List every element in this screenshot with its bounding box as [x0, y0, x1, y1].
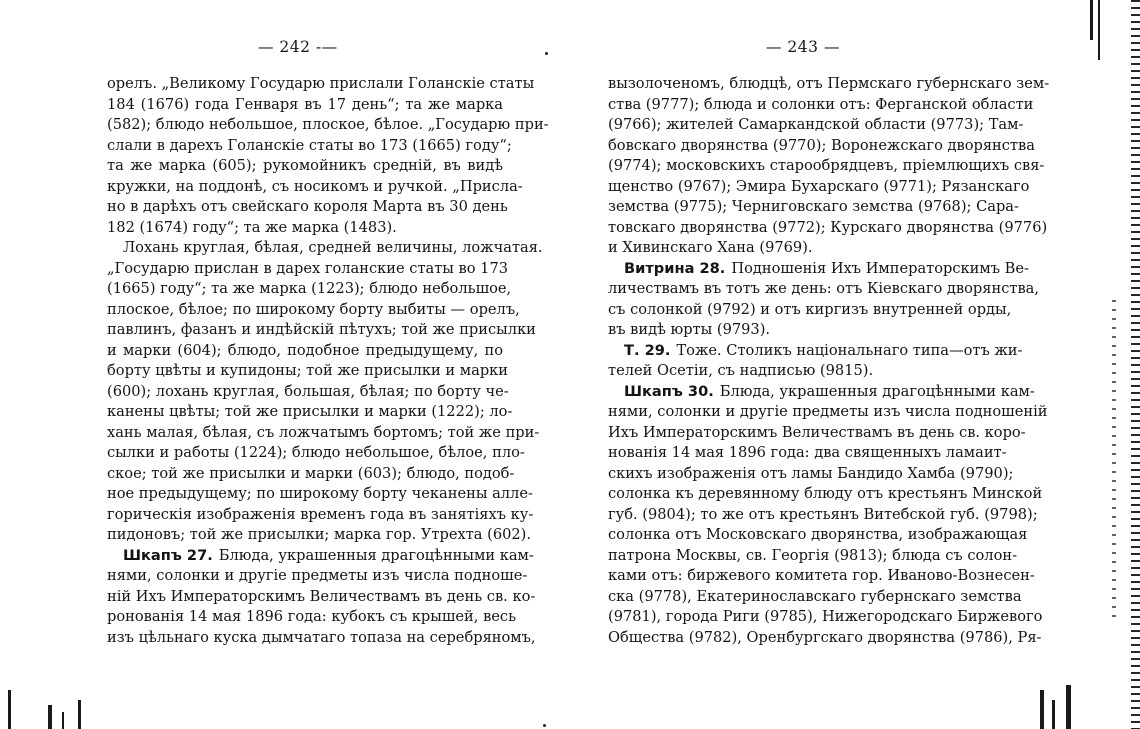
scan-artifact	[1098, 0, 1100, 60]
scan-artifact	[1040, 690, 1044, 729]
text-line	[107, 115, 549, 136]
text-line	[107, 238, 543, 259]
text-line	[107, 320, 536, 341]
line-text: ства (9777); блюда и солонки отъ: Ферганской области	[608, 95, 1034, 113]
line-text: Блюда, украшенныя драгоцѣнными кам-	[719, 382, 1035, 400]
line-text: (9774); московскихъ старообрядцевъ, пріемлющихъ свя-	[608, 157, 1045, 174]
line-text: Общества (9782), Оренбургскаго дворянства (9786), Ря-	[608, 628, 1042, 646]
text-line	[107, 505, 534, 526]
line-text: сылки и работы (1224); блюдо небольшое, бѣлое, пло-	[107, 444, 525, 461]
scan-artifact	[545, 52, 548, 55]
text-line	[608, 607, 1043, 628]
line-text: Лохань круглая, бѣлая, средней величины, ложчатая.	[123, 239, 543, 256]
text-line	[107, 382, 509, 403]
line-text: въ видѣ юрты (9793).	[608, 321, 771, 338]
text-line	[107, 197, 508, 218]
text-line	[608, 382, 1035, 403]
text-line	[608, 423, 1026, 444]
line-text: канены цвѣты; той же присылки и марки (1222); ло-	[107, 403, 513, 420]
right-page	[570, 0, 1140, 729]
text-line	[608, 587, 1022, 608]
text-line	[107, 300, 520, 321]
text-line	[107, 74, 535, 95]
line-text: бовскаго дворянства (9770); Воронежскаго дворянства	[608, 136, 1035, 154]
text-line	[608, 505, 1038, 526]
line-text: губ. (9804); то же отъ крестьянъ Витебской губ. (9798);	[608, 505, 1038, 523]
text-line	[608, 156, 1045, 177]
line-text: нованія 14 мая 1896 года: два священныхъ ламаит-	[608, 444, 1007, 461]
text-line	[107, 279, 512, 300]
line-text: товскаго дворянства (9772); Курскаго дворянства (9776)	[608, 218, 1048, 236]
line-text: ронованія 14 мая 1896 года: кубокъ съ крышей, весь	[107, 608, 517, 625]
scan-artifact	[543, 724, 546, 727]
text-line	[608, 95, 1034, 116]
text-line	[608, 177, 1030, 198]
line-text: солонка къ деревянному блюду отъ крестьянъ Минской	[608, 485, 1043, 502]
line-text: скихъ изображенія отъ ламы Бандидо Хамба (9790);	[608, 464, 1014, 482]
scan-artifact	[1052, 700, 1055, 729]
line-text: плоское, бѣлое; по широкому борту выбиты — орелъ,	[107, 300, 520, 318]
text-line	[107, 259, 509, 280]
line-text: „Государю прислан в дарех голанские статы во 173	[107, 259, 509, 277]
line-text: изъ цѣльнаго куска дымчатаго топаза на серебряномъ,	[107, 628, 536, 646]
line-text: ній Ихъ Императорскимъ Величествамъ въ день св. ко-	[107, 587, 536, 605]
scan-artifact	[1112, 300, 1116, 620]
text-line	[107, 95, 503, 116]
scan-artifact	[1066, 685, 1071, 729]
text-line	[107, 177, 523, 198]
text-line	[107, 156, 503, 177]
line-text: Подношенія Ихъ Императорскимъ Ве-	[731, 259, 1029, 277]
text-line	[107, 341, 503, 362]
line-text: патрона Москвы, св. Георгія (9813); блюда съ солон-	[608, 546, 1018, 564]
text-line	[608, 218, 1048, 239]
text-line	[107, 566, 528, 587]
line-text: телей Осетіи, съ надписью (9815).	[608, 362, 874, 379]
section-heading: Шкапъ 30.	[624, 382, 714, 400]
text-line	[608, 464, 1014, 485]
text-line	[608, 115, 1024, 136]
line-text: но в дарѣхъ отъ свейскаго короля Марта въ 30 день	[107, 198, 508, 215]
text-line	[107, 423, 540, 444]
section-heading: Шкапъ 27.	[123, 546, 213, 564]
line-text: орелъ. „Великому Государю прислали Голанскіе статы	[107, 75, 535, 92]
text-line	[608, 197, 1019, 218]
line-text: пидоновъ; той же присылки; марка гор. Утрехта (602).	[107, 526, 532, 543]
text-line	[608, 628, 1042, 649]
line-text: (582); блюдо небольшое, плоское, бѣлое. „Государю при-	[107, 116, 549, 133]
text-line	[608, 443, 1007, 464]
line-text: кружки, на поддонѣ, съ носикомъ и ручкой. „Присла-	[107, 177, 523, 195]
text-line	[608, 320, 1000, 341]
right-page-text	[608, 74, 1050, 648]
text-line	[608, 136, 1035, 157]
text-line	[608, 74, 1050, 95]
line-text: (600); лохань круглая, большая, бѣлая; по борту че-	[107, 382, 509, 400]
line-text: ками отъ: биржевого комитета гор. Иваново-Вознесен-	[608, 567, 1035, 584]
page-number: — 243 —	[766, 38, 840, 56]
line-text: солонка отъ Московскаго дворянства, изображающая	[608, 526, 1028, 543]
text-line	[107, 464, 515, 485]
scan-artifact	[62, 712, 64, 729]
line-text: слали в дарехъ Голанскіе статы во 173 (1665) году“;	[107, 136, 512, 154]
scan-artifact	[8, 690, 11, 729]
line-text: и Хивинскаго Хана (9769).	[608, 239, 813, 256]
line-text: та же марка (605); рукомойникъ средній, въ видѣ	[107, 157, 503, 174]
line-text: и марки (604); блюдо, подобное предыдущему, по	[107, 341, 503, 359]
line-text: съ солонкой (9792) и отъ киргизъ внутренней орды,	[608, 300, 1012, 318]
text-line	[608, 525, 1028, 546]
line-text: нями, солонки и другіе предметы изъ числа подношеній	[608, 403, 1048, 420]
scan-artifact	[1131, 0, 1140, 729]
section-heading: Т. 29.	[624, 341, 671, 359]
text-line	[107, 402, 513, 423]
text-line	[608, 279, 1040, 300]
text-line	[608, 341, 1023, 362]
line-text: ское; той же присылки и марки (603); блюдо, подоб-	[107, 464, 515, 482]
line-text: (9781), города Риги (9785), Нижегородскаго Биржевого	[608, 608, 1043, 625]
line-text: хань малая, бѣлая, съ ложчатымъ бортомъ; той же при-	[107, 423, 540, 441]
line-text: ное предыдущему; по широкому борту чеканены алле-	[107, 485, 533, 502]
text-line	[608, 484, 1043, 505]
line-text: вызолоченомъ, блюдцѣ, отъ Пермскаго губернскаго зем-	[608, 75, 1050, 92]
text-line	[107, 525, 532, 546]
text-line	[608, 402, 1048, 423]
text-line	[107, 628, 536, 649]
line-text: павлинъ, фазанъ и индѣйскій пѣтухъ; той же присылки	[107, 321, 536, 338]
line-text: Тоже. Столикъ національнаго типа—отъ жи-	[676, 341, 1023, 359]
text-line	[107, 587, 536, 608]
page-number: — 242 -—	[258, 38, 338, 56]
text-line	[608, 259, 1029, 280]
text-line	[608, 361, 1000, 382]
scan-artifact	[48, 705, 52, 729]
section-heading: Витрина 28.	[624, 259, 726, 277]
line-text: нями, солонки и другіе предметы изъ числа подноше-	[107, 567, 528, 584]
line-text: горическія изображенія временъ года въ занятіяхъ ку-	[107, 505, 534, 523]
line-text: ска (9778), Екатеринославскаго губернскаго земства	[608, 587, 1022, 605]
scan-artifact	[1090, 0, 1093, 40]
line-text: Ихъ Императорскимъ Величествамъ въ день св. коро-	[608, 423, 1026, 441]
text-line	[107, 218, 503, 239]
text-line	[107, 607, 517, 628]
text-line	[608, 546, 1018, 567]
text-line	[107, 361, 509, 382]
text-line	[608, 238, 1000, 259]
line-text: 182 (1674) году“; та же марка (1483).	[107, 218, 397, 236]
line-text: 184 (1676) года Генваря въ 17 день“; та же марка	[107, 95, 503, 113]
text-line	[107, 443, 525, 464]
line-text: (9766); жителей Самаркандской области (9773); Там-	[608, 116, 1024, 133]
scan-artifact	[78, 700, 81, 729]
text-line	[107, 136, 512, 157]
line-text: земства (9775); Черниговскаго земства (9768); Сара-	[608, 198, 1019, 215]
line-text: личествамъ въ тотъ же день: отъ Кіевскаго дворянства,	[608, 280, 1040, 297]
text-line	[608, 300, 1012, 321]
text-line	[107, 484, 533, 505]
line-text: (1665) году“; та же марка (1223); блюдо небольшое,	[107, 280, 512, 297]
text-line	[608, 566, 1035, 587]
line-text: борту цвѣты и купидоны; той же присылки и марки	[107, 362, 509, 379]
line-text: щенство (9767); Эмира Бухарскаго (9771); Рязанскаго	[608, 177, 1030, 195]
text-line	[107, 546, 534, 567]
left-page-text	[107, 74, 549, 648]
line-text: Блюда, украшенныя драгоцѣнными кам-	[218, 546, 534, 564]
